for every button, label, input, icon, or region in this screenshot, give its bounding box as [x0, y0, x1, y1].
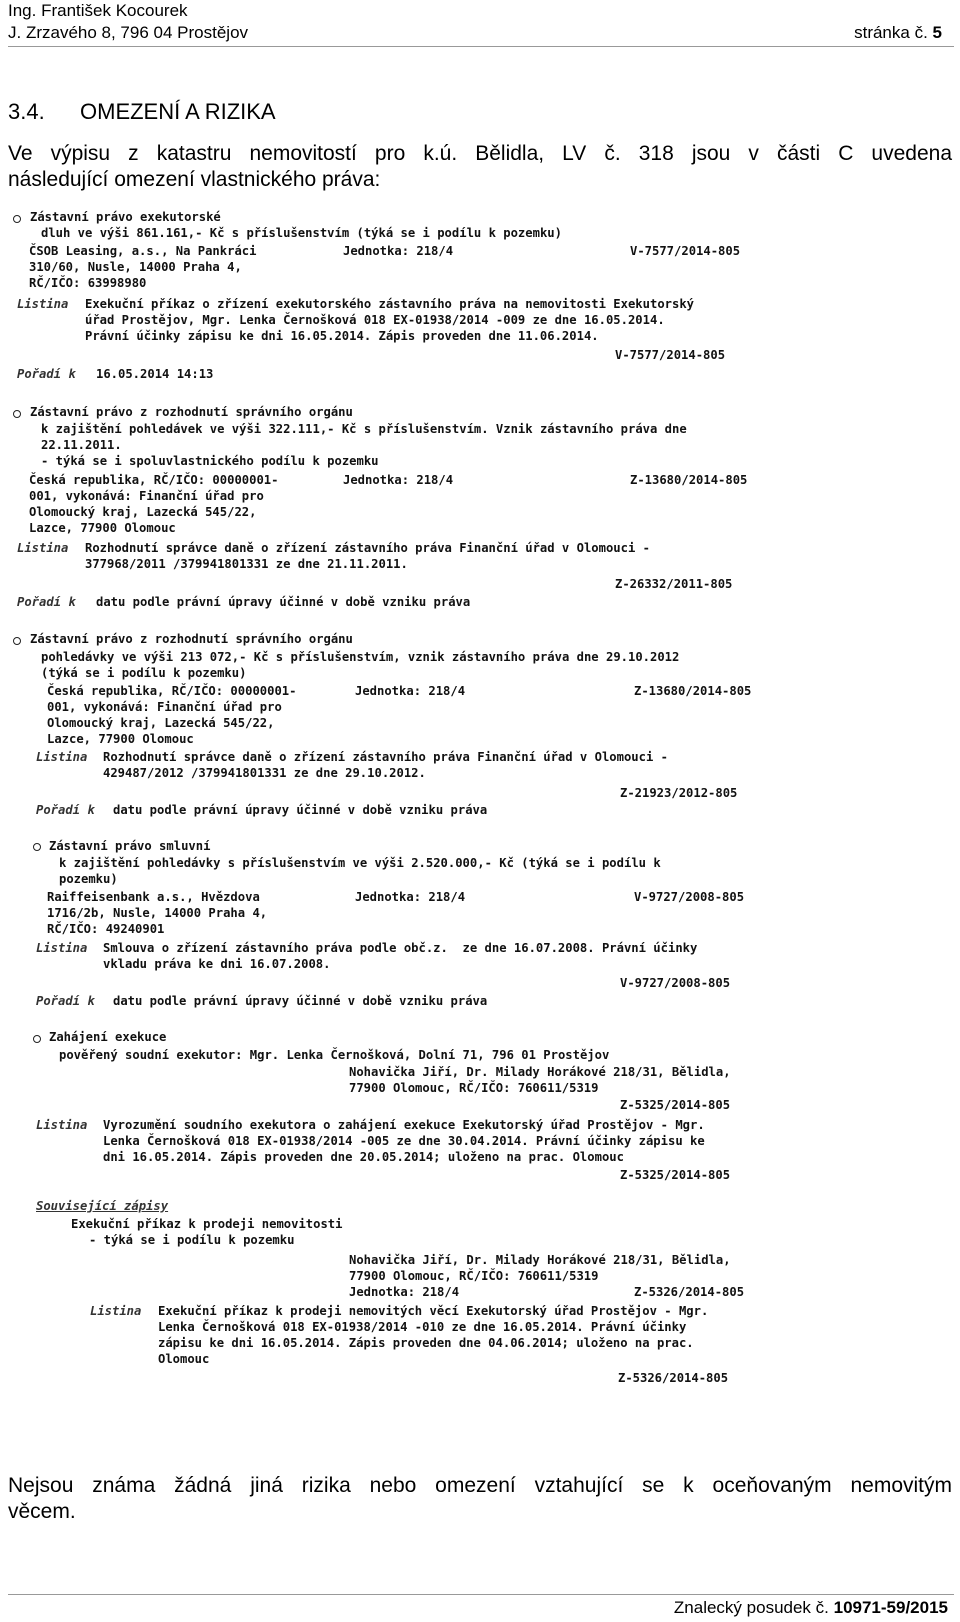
poradi-label: Pořadí k [36, 994, 95, 1008]
intro-line-1: Ve výpisu z katastru nemovitostí pro k.ú. Bělidla, LV č. 318 jsou v části C uvedena [8, 142, 952, 165]
entry-title: Zástavní právo z rozhodnutí správního orgánu [30, 632, 353, 646]
bullet-icon [13, 637, 21, 645]
related-detail: - týká se i podílu k pozemku [89, 1233, 295, 1247]
entry-detail: dluh ve výši 861.161,- Kč s příslušenstvím (týká se i podílu k pozemku) [41, 226, 562, 240]
related-owner: Nohavička Jiří, Dr. Milady Horákové 218/31, Bělidla, [349, 1253, 731, 1267]
listina-text: Smlouva o zřízení zástavního práva podle obč.z. ze dne 16.07.2008. Právní účinky [103, 941, 698, 955]
page-number: 5 [932, 23, 942, 42]
closing-paragraph [8, 1473, 952, 1525]
listina-text: Lenka Černošková 018 EX-01938/2014 -005 ze dne 30.04.2014. Právní účinky zápisu ke [103, 1134, 705, 1148]
entry-title: Zástavní právo z rozhodnutí správního orgánu [30, 405, 353, 419]
entry-title: Zahájení exekuce [49, 1030, 167, 1044]
page-indicator [854, 23, 942, 43]
entry-detail: pozemku) [59, 872, 118, 886]
entry-party: Olomoucký kraj, Lazecká 545/22, [29, 505, 257, 519]
entry-detail: pohledávky ve výši 213 072,- Kč s příslušenstvím, vznik zástavního práva dne 29.10.2012 [41, 650, 680, 664]
related-unit: Jednotka: 218/4 [349, 1285, 460, 1299]
listina-label: Listina [36, 750, 88, 764]
entry-party: Česká republika, RČ/IČO: 00000001- [47, 684, 297, 698]
footer-report-number [674, 1598, 948, 1618]
listina-code: Z-21923/2012-805 [620, 786, 738, 800]
author-name: Ing. František Kocourek [8, 1, 188, 20]
entry-owner: 77900 Olomouc, RČ/IČO: 760611/5319 [349, 1081, 599, 1095]
entry-party: 1716/2b, Nusle, 14000 Praha 4, [47, 906, 268, 920]
listina-code: Z-5326/2014-805 [618, 1371, 729, 1385]
listina-text: 429487/2012 /379941801331 ze dne 29.10.2012. [103, 766, 426, 780]
section-heading [8, 99, 276, 125]
listina-code: V-7577/2014-805 [615, 348, 726, 362]
bullet-icon [33, 843, 41, 851]
entry-detail: k zajištění pohledávek ve výši 322.111,- Kč s příslušenstvím. Vznik zástavního práva dne [41, 422, 687, 436]
bullet-icon [33, 1035, 41, 1043]
page-label: stránka č. [854, 23, 928, 42]
listina-text: dni 16.05.2014. Zápis proveden dne 20.05.2014; uloženo na prac. Olomouc [103, 1150, 624, 1164]
listina-text: Právní účinky zápisu ke dni 16.05.2014. Zápis proveden dne 11.06.2014. [85, 329, 599, 343]
related-code: Z-5326/2014-805 [634, 1285, 745, 1299]
entry-code: Z-13680/2014-805 [634, 684, 752, 698]
entry-party: Raiffeisenbank a.s., Hvězdova [47, 890, 260, 904]
listina-text: 377968/2011 /379941801331 ze dne 21.11.2011. [85, 557, 408, 571]
poradi-value: datu podle právní úpravy účinné v době vzniku práva [96, 595, 471, 609]
poradi-value: datu podle právní úpravy účinné v době vzniku práva [113, 994, 488, 1008]
footer-number: 10971-59/2015 [833, 1598, 948, 1617]
entry-detail: 22.11.2011. [41, 438, 122, 452]
listina-label: Listina [36, 1118, 88, 1132]
closing-line-1: Nejsou známa žádná jiná rizika nebo omezení vztahující se k oceňovaným nemovitým [8, 1474, 952, 1497]
entry-code: V-9727/2008-805 [634, 890, 745, 904]
listina-code: V-9727/2008-805 [620, 976, 731, 990]
entry-code: Z-13680/2014-805 [630, 473, 748, 487]
entry-owner: Nohavička Jiří, Dr. Milady Horákové 218/31, Bělidla, [349, 1065, 731, 1079]
related-owner: 77900 Olomouc, RČ/IČO: 760611/5319 [349, 1269, 599, 1283]
entry-party: Lazce, 77900 Olomouc [29, 521, 176, 535]
listina-text: vkladu práva ke dni 16.07.2008. [103, 957, 331, 971]
entry-code: Z-5325/2014-805 [620, 1098, 731, 1112]
poradi-value: datu podle právní úpravy účinné v době vzniku práva [113, 803, 488, 817]
header-divider [8, 46, 954, 47]
listina-text: úřad Prostějov, Mgr. Lenka Černošková 018 EX-01938/2014 -009 ze dne 16.05.2014. [85, 313, 665, 327]
entry-unit: Jednotka: 218/4 [343, 473, 454, 487]
poradi-label: Pořadí k [17, 595, 76, 609]
entry-unit: Jednotka: 218/4 [343, 244, 454, 258]
listina-code: Z-26332/2011-805 [615, 577, 733, 591]
entry-detail: k zajištění pohledávky s příslušenstvím ve výši 2.520.000,- Kč (týká se i podílu k [59, 856, 661, 870]
listina-text: Exekuční příkaz o zřízení exekutorského zástavního práva na nemovitosti Exekutorský [85, 297, 695, 311]
listina-text: Lenka Černošková 018 EX-01938/2014 -010 ze dne 16.05.2014. Právní účinky [158, 1320, 687, 1334]
listina-label: Listina [36, 941, 88, 955]
entry-detail: - týká se i spoluvlastnického podílu k pozemku [41, 454, 379, 468]
listina-text: Rozhodnutí správce daně o zřízení zástavního práva Finanční úřad v Olomouci - [103, 750, 668, 764]
footer-label: Znalecký posudek č. [673, 1598, 829, 1617]
entry-code: V-7577/2014-805 [630, 244, 741, 258]
entry-party: ČSOB Leasing, a.s., Na Pankráci [29, 244, 257, 258]
entry-unit: Jednotka: 218/4 [355, 890, 466, 904]
entry-party: Česká republika, RČ/IČO: 00000001- [29, 473, 279, 487]
entry-detail: pověřený soudní exekutor: Mgr. Lenka Černošková, Dolní 71, 796 01 Prostějov [59, 1048, 610, 1062]
bullet-icon [13, 410, 21, 418]
entry-party: 310/60, Nusle, 14000 Praha 4, [29, 260, 242, 274]
poradi-label: Pořadí k [36, 803, 95, 817]
listina-label: Listina [90, 1304, 142, 1318]
closing-line-2: věcem. [8, 1500, 76, 1523]
listina-code: Z-5325/2014-805 [620, 1168, 731, 1182]
author-address: J. Zrzavého 8, 796 04 Prostějov [8, 23, 249, 42]
listina-text: Vyrozumění soudního exekutora o zahájení exekuce Exekutorský úřad Prostějov - Mgr. [103, 1118, 705, 1132]
entry-unit: Jednotka: 218/4 [355, 684, 466, 698]
poradi-value: 16.05.2014 14:13 [96, 367, 214, 381]
listina-label: Listina [17, 297, 69, 311]
listina-text: zápisu ke dni 16.05.2014. Zápis proveden dne 04.06.2014; uloženo na prac. [158, 1336, 694, 1350]
related-label: Související zápisy [36, 1199, 169, 1213]
entry-party: Lazce, 77900 Olomouc [47, 732, 194, 746]
intro-paragraph [8, 141, 952, 193]
intro-line-2: následující omezení vlastnického práva: [8, 168, 381, 191]
entry-title: Zástavní právo smluvní [49, 839, 211, 853]
entry-party: RČ/IČO: 49240901 [47, 922, 165, 936]
footer-divider [8, 1594, 954, 1595]
entry-party: 001, vykonává: Finanční úřad pro [29, 489, 264, 503]
entry-title: Zástavní právo exekutorské [30, 210, 221, 224]
listina-label: Listina [17, 541, 69, 555]
entry-party: Olomoucký kraj, Lazecká 545/22, [47, 716, 275, 730]
bullet-icon [13, 215, 21, 223]
listina-text: Exekuční příkaz k prodeji nemovitých věcí Exekutorský úřad Prostějov - Mgr. [158, 1304, 709, 1318]
section-number: 3.4. [8, 99, 45, 124]
related-title: Exekuční příkaz k prodeji nemovitosti [71, 1217, 343, 1231]
listina-text: Olomouc [158, 1352, 210, 1366]
entry-party: 001, vykonává: Finanční úřad pro [47, 700, 282, 714]
entry-detail: (týká se i podílu k pozemku) [41, 666, 247, 680]
listina-text: Rozhodnutí správce daně o zřízení zástavního práva Finanční úřad v Olomouci - [85, 541, 650, 555]
poradi-label: Pořadí k [17, 367, 76, 381]
cadastre-excerpt [0, 212, 960, 1442]
section-title: OMEZENÍ A RIZIKA [80, 99, 276, 124]
entry-party: RČ/IČO: 63998980 [29, 276, 147, 290]
